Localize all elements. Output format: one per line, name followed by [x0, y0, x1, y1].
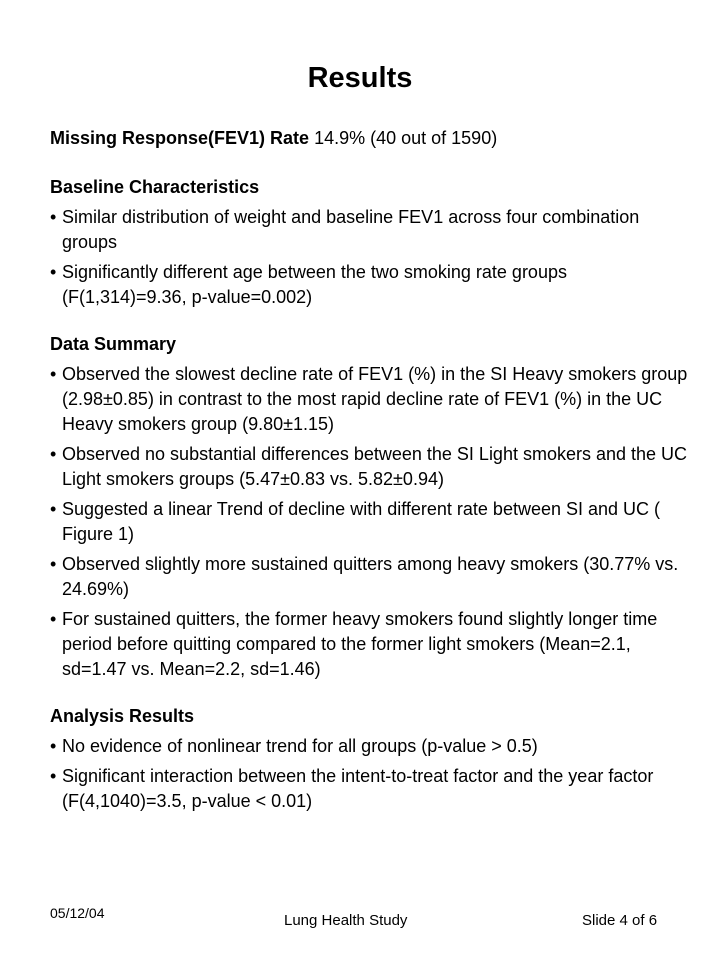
- footer-slide-number: Slide 4 of 6: [582, 912, 658, 929]
- summary-bullet: • Observed slightly more sustained quitters among heavy smokers (30.77% vs. 24.69%): [50, 552, 690, 602]
- summary-bullet: • Observed no substantial differences between the SI Light smokers and the UC Light smokers groups (5.47±0.83 vs. 5.82±0.94): [50, 442, 690, 492]
- analysis-heading: Analysis Results: [50, 706, 195, 726]
- analysis-bullet: • Significant interaction between the intent-to-treat factor and the year factor (F(4,1040)=3.5, p-value < 0.01): [50, 764, 690, 814]
- footer-date: 05/12/04: [50, 905, 105, 921]
- missing-rate-line: [50, 126, 690, 151]
- summary-bullet: • Observed the slowest decline rate of FEV1 (%) in the SI Heavy smokers group (2.98±0.85) in contrast to the most rapid decline rate of FEV1 (%) in the UC Heavy smokers group (9.80±1.15): [50, 362, 690, 437]
- summary-bullet: • For sustained quitters, the former heavy smokers found slightly longer time period before quitting compared to the former light smokers (Mean=2.1, sd=1.47 vs. Mean=2.2, sd=1.46): [50, 607, 690, 682]
- data-summary-section: [50, 332, 690, 682]
- summary-bullet: • Suggested a linear Trend of decline with different rate between SI and UC ( Figure 1): [50, 497, 690, 547]
- data-summary-heading: Data Summary: [50, 334, 177, 354]
- baseline-heading: Baseline Characteristics: [50, 177, 260, 197]
- missing-rate-label: Missing Response(FEV1) Rate: [50, 128, 310, 148]
- slide-title: Results: [307, 62, 413, 94]
- analysis-section: [50, 704, 690, 814]
- baseline-section: [50, 175, 690, 310]
- analysis-bullet: • No evidence of nonlinear trend for all groups (p-value > 0.5): [50, 734, 690, 759]
- baseline-bullet: • Significantly different age between the two smoking rate groups (F(1,314)=9.36, p-value=0.002): [50, 260, 690, 310]
- baseline-bullet: • Similar distribution of weight and baseline FEV1 across four combination groups: [50, 205, 690, 255]
- missing-rate-value: 14.9% (40 out of 1590): [309, 128, 498, 148]
- footer-study-name: Lung Health Study: [284, 912, 408, 929]
- slide-body: [50, 126, 690, 814]
